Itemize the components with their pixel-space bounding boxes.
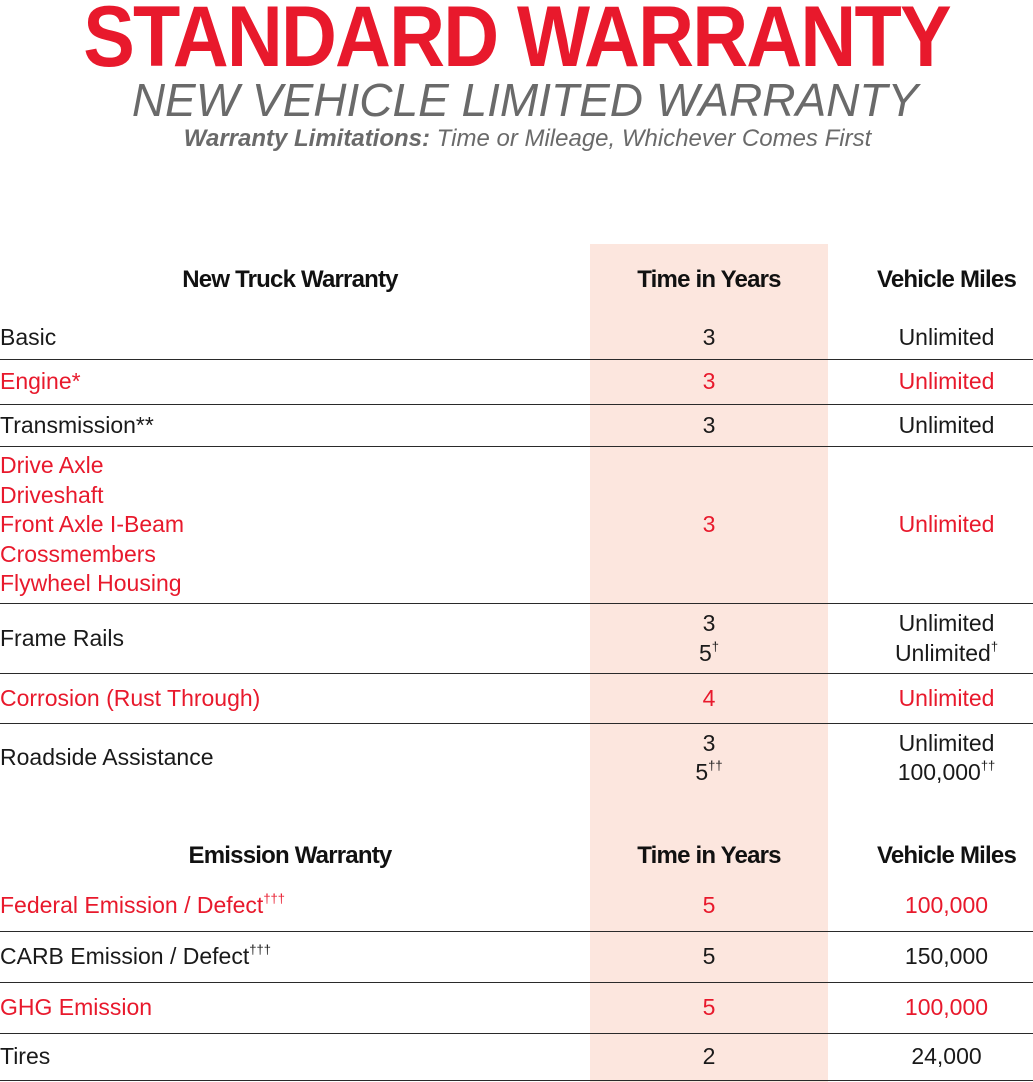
- miles-cell: 100,000: [904, 891, 989, 918]
- footnote-mark: †††: [263, 890, 286, 906]
- truck-table-header: [0, 258, 1033, 302]
- miles-cell: 24,000: [911, 1043, 982, 1070]
- table-row: [0, 674, 1033, 724]
- table-row: [0, 604, 1033, 674]
- table-row: [0, 880, 1033, 932]
- table-row: [0, 983, 1033, 1034]
- component-cell: CARB Emission / Defect†††: [0, 942, 271, 970]
- footnote-mark: ††: [708, 758, 723, 773]
- limitations-label: Warranty Limitations:: [183, 125, 431, 152]
- footnote-mark: †††: [249, 942, 271, 958]
- miles-cell: 150,000: [904, 943, 989, 970]
- header-miles: Vehicle Miles: [876, 842, 1016, 870]
- years-cell: 3: [702, 368, 716, 395]
- table-row: [0, 405, 1033, 447]
- table-row: [0, 1034, 1033, 1081]
- years-cell: 5: [702, 943, 716, 970]
- header-miles: Vehicle Miles: [876, 266, 1016, 294]
- miles-cell: Unlimited: [898, 323, 995, 350]
- miles-cell: Unlimited: [898, 511, 995, 538]
- miles-cell: 100,000: [904, 994, 989, 1021]
- miles-cell: Unlimited: [898, 684, 995, 711]
- header-years: Time in Years: [637, 266, 781, 294]
- component-cell: Frame Rails: [0, 624, 124, 651]
- footnote-mark: †: [990, 638, 999, 654]
- miles-cell: Unlimited: [898, 368, 995, 395]
- component-cell: Corrosion (Rust Through): [0, 684, 261, 711]
- component-cell: Tires: [0, 1043, 51, 1070]
- years-cell: 3: [702, 411, 716, 438]
- component-cell: Federal Emission / Defect†††: [0, 890, 286, 918]
- years-cell: 5: [702, 891, 716, 918]
- component-cell: Transmission**: [0, 411, 154, 438]
- limitations-text: Time or Mileage, Whichever Comes First: [430, 125, 872, 152]
- page-title: STANDARD WARRANTY: [83, 0, 950, 85]
- page-subtitle: NEW VEHICLE LIMITED WARRANTY: [131, 74, 919, 126]
- component-cell: Roadside Assistance: [0, 744, 214, 771]
- years-cell: 4: [702, 684, 716, 711]
- table-row: [0, 316, 1033, 360]
- years-cell: 3: [702, 323, 716, 350]
- component-cell: Engine*: [0, 368, 81, 395]
- table-row: [0, 728, 1033, 788]
- component-cell: GHG Emission: [0, 994, 153, 1021]
- table-row: [0, 932, 1033, 983]
- years-cell: 2: [702, 1043, 716, 1070]
- footnote-mark: †: [711, 638, 720, 654]
- years-cell: 3: [702, 511, 716, 538]
- header-years: Time in Years: [637, 842, 781, 870]
- component-cell: Drive Axle Driveshaft Front Axle I-Beam Crossmembers Flywheel Housing: [0, 452, 185, 597]
- footnote-mark: ††: [980, 758, 996, 773]
- table-row: [0, 447, 1033, 604]
- emission-table-header: [0, 834, 1033, 878]
- years-cell: 5: [702, 994, 716, 1021]
- miles-cell: Unlimited 100,000††: [897, 729, 996, 785]
- miles-cell: Unlimited: [898, 411, 995, 438]
- warranty-limitations: [0, 124, 1033, 154]
- table-row: [0, 360, 1033, 405]
- component-cell: Basic: [0, 323, 57, 350]
- header-component: New Truck Warranty: [182, 266, 398, 294]
- years-cell: 3 5††: [695, 729, 723, 785]
- header-component: Emission Warranty: [188, 842, 392, 870]
- miles-cell: Unlimited Unlimited†: [894, 610, 999, 666]
- years-cell: 3 5†: [698, 610, 720, 666]
